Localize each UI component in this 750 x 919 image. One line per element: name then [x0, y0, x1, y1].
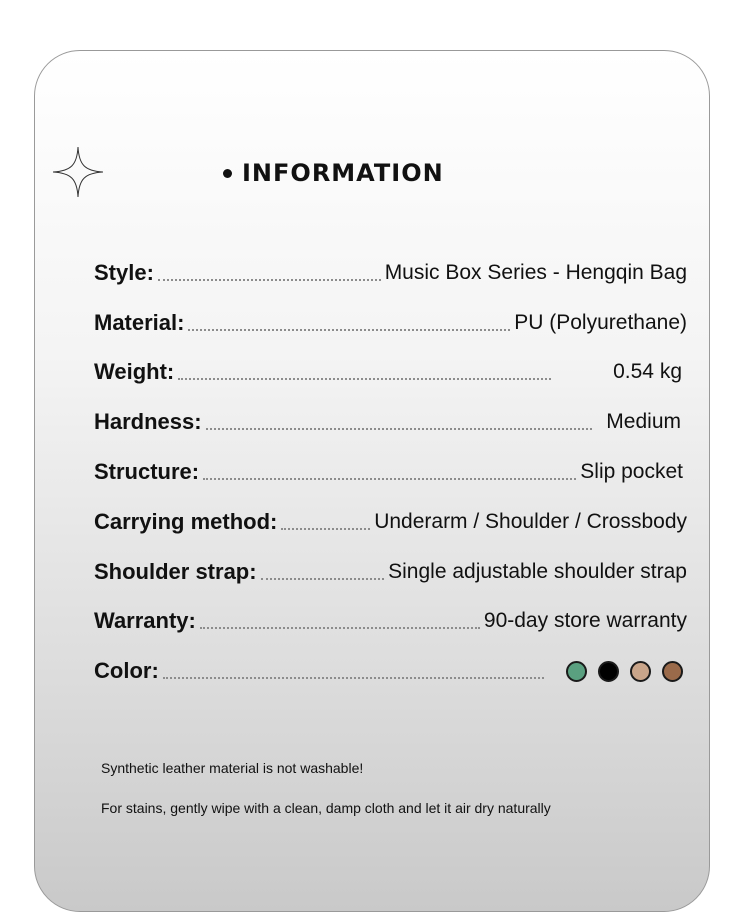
spec-label: Material: [94, 310, 185, 335]
dotted-leader [203, 478, 576, 480]
care-note-stains: For stains, gently wipe with a clean, damp cloth and let it air dry naturally [101, 800, 551, 816]
color-swatch-black[interactable] [598, 661, 619, 682]
spec-row-warranty [94, 604, 687, 638]
spec-label: Structure: [94, 459, 200, 484]
spec-row-color [94, 654, 687, 688]
dotted-leader [178, 378, 551, 380]
spec-label: Color: [94, 658, 159, 683]
spec-row-structure [94, 455, 687, 489]
color-swatch-beige[interactable] [630, 661, 651, 682]
spec-row-carrying-method [94, 505, 687, 539]
color-swatches [566, 661, 683, 682]
section-title: INFORMATION [242, 159, 444, 187]
spec-value: Slip pocket [580, 460, 683, 483]
dotted-leader [188, 329, 510, 331]
information-card [34, 50, 710, 912]
color-swatch-green[interactable] [566, 661, 587, 682]
dotted-leader [261, 578, 385, 580]
dotted-leader [281, 528, 370, 530]
dotted-leader [206, 428, 593, 430]
section-heading [223, 155, 444, 191]
spec-label: Warranty: [94, 608, 196, 633]
spec-value: Single adjustable shoulder strap [388, 560, 687, 583]
spec-label: Hardness: [94, 409, 202, 434]
spec-row-style [94, 256, 687, 290]
spec-label: Shoulder strap: [94, 559, 257, 584]
dotted-leader [163, 677, 544, 679]
spec-label: Weight: [94, 359, 175, 384]
spec-row-hardness [94, 405, 687, 439]
bullet-icon [223, 169, 232, 178]
spec-row-material [94, 306, 687, 340]
sparkle-icon [53, 147, 103, 197]
spec-value: PU (Polyurethane) [514, 311, 687, 334]
spec-row-shoulder-strap [94, 555, 687, 589]
dotted-leader [200, 627, 480, 629]
care-note-washing: Synthetic leather material is not washable! [101, 760, 364, 776]
dotted-leader [158, 279, 381, 281]
spec-value: 0.54 kg [613, 360, 682, 383]
color-swatch-brown[interactable] [662, 661, 683, 682]
spec-value: 90-day store warranty [483, 609, 687, 632]
spec-label: Carrying method: [94, 509, 278, 534]
spec-row-weight [94, 355, 687, 389]
spec-label: Style: [94, 260, 154, 285]
spec-value: Underarm / Shoulder / Crossbody [374, 510, 687, 533]
spec-value: Music Box Series - Hengqin Bag [384, 261, 687, 284]
spec-value: Medium [606, 410, 681, 433]
